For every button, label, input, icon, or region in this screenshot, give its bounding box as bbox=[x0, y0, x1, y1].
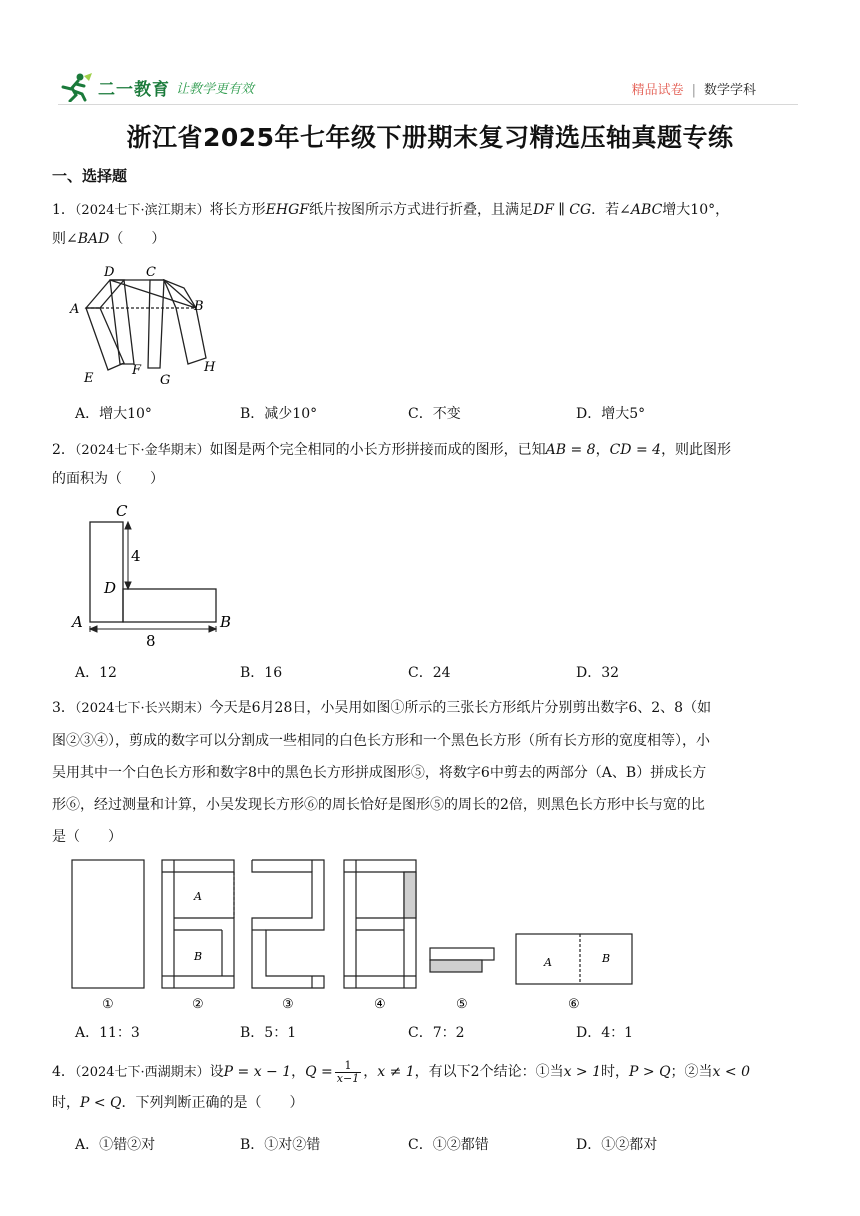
q4-text: 设 bbox=[209, 1064, 224, 1080]
brand-slogan: 让教学更有效 bbox=[176, 81, 255, 97]
q3-label: ② bbox=[192, 997, 204, 1012]
q3-label: ⑤ bbox=[456, 997, 468, 1012]
q1-option-b[interactable]: B．减少10° bbox=[240, 406, 318, 422]
q3-label: ① bbox=[102, 997, 114, 1012]
q4-math: Q = bbox=[305, 1064, 333, 1080]
q3-option-a[interactable]: A．11：3 bbox=[75, 1025, 140, 1041]
subject-label: 数学学科 bbox=[703, 83, 756, 98]
q3-option-c[interactable]: C．7：2 bbox=[408, 1025, 465, 1041]
q1-label: G bbox=[160, 373, 171, 388]
q1-label: D bbox=[104, 265, 115, 280]
q2-label: A bbox=[72, 613, 83, 631]
q4-text: ；②当 bbox=[670, 1064, 713, 1080]
q4-math: x ≠ 1 bbox=[377, 1064, 415, 1080]
q3-label: ③ bbox=[282, 997, 294, 1012]
q4-fraction bbox=[335, 1060, 361, 1085]
q3-text: 今天是6月28日，小吴用如图①所示的三张长方形纸片分别剪出数字6、2、8（如 bbox=[209, 700, 712, 716]
q4-math: P > Q bbox=[629, 1064, 671, 1080]
q2-text: ，则此图形 bbox=[661, 442, 732, 458]
section-heading: 一、选择题 bbox=[52, 167, 128, 185]
q3-label: B bbox=[602, 952, 611, 965]
q3-label: ④ bbox=[374, 997, 386, 1012]
question-2-text bbox=[52, 436, 812, 493]
q3-text: 图②③④），剪成的数字可以分割成一些相同的白色长方形和一个黑色长方形（所有长方形的宽度相等），小 bbox=[52, 733, 710, 749]
q4-text: ， bbox=[363, 1064, 378, 1080]
q1-option-d[interactable]: D．增大5° bbox=[576, 406, 646, 422]
question-4-text bbox=[52, 1057, 812, 1118]
q1-label: H bbox=[204, 360, 216, 375]
q2-option-b[interactable]: B．16 bbox=[240, 665, 283, 681]
q2-text: ， bbox=[595, 442, 610, 458]
q4-math: x < 0 bbox=[712, 1064, 750, 1080]
q4-option-d[interactable]: D．①②都对 bbox=[576, 1137, 658, 1153]
q1-label: A bbox=[70, 302, 80, 317]
q3-text: 形⑥，经过测量和计算，小吴发现长方形⑥的周长恰好是图形⑤的周长的2倍，则黑色长方形中长与宽的比 bbox=[52, 797, 705, 813]
q1-number: 1． bbox=[52, 202, 75, 218]
q2-option-a[interactable]: A．12 bbox=[75, 665, 117, 681]
q1-figure bbox=[66, 258, 226, 390]
runner-logo-icon bbox=[58, 72, 94, 102]
q4-frac-den: x−1 bbox=[336, 1071, 360, 1085]
q1-option-c[interactable]: C．不变 bbox=[408, 406, 461, 422]
q2-number: 2． bbox=[52, 442, 75, 458]
q4-math: P < Q bbox=[80, 1095, 122, 1111]
q3-source: （2024七下·长兴期末） bbox=[74, 701, 210, 716]
q3-option-d[interactable]: D．4：1 bbox=[576, 1025, 634, 1041]
brand-logo bbox=[58, 70, 254, 104]
q1-label: F bbox=[132, 363, 142, 378]
page-title: 浙江省2025年七年级下册期末复习精选压轴真题专练 bbox=[126, 123, 734, 152]
question-1-text bbox=[52, 196, 812, 253]
q1-math: DF ∥ CG bbox=[532, 202, 592, 218]
q1-text: （ ） bbox=[109, 231, 166, 247]
q4-math: P = x − 1 bbox=[223, 1064, 292, 1080]
q1-option-a[interactable]: A．增大10° bbox=[75, 406, 152, 422]
q2-math: AB = 8 bbox=[545, 442, 596, 458]
q4-text: ，有以下2个结论：①当 bbox=[414, 1064, 564, 1080]
header-separator: | bbox=[691, 83, 696, 98]
q1-text: 纸片按图所示方式进行折叠，且满足 bbox=[308, 202, 533, 218]
q1-text: 则∠ bbox=[52, 231, 78, 247]
q4-math: x > 1 bbox=[563, 1064, 602, 1080]
q2-label: D bbox=[104, 579, 117, 597]
q4-text: 时， bbox=[601, 1064, 630, 1080]
q3-label: ⑥ bbox=[568, 997, 580, 1012]
q3-text: 是（ ） bbox=[52, 829, 122, 845]
q3-label: B bbox=[194, 950, 203, 963]
q4-text: 时， bbox=[52, 1095, 80, 1111]
q1-math: ABC bbox=[630, 202, 663, 218]
q2-source: （2024七下·金华期末） bbox=[74, 443, 210, 458]
q4-option-a[interactable]: A．①错②对 bbox=[75, 1137, 156, 1153]
q4-source: （2024七下·西湖期末） bbox=[74, 1065, 210, 1080]
q1-math: BAD bbox=[77, 231, 110, 247]
q3-option-b[interactable]: B．5：1 bbox=[240, 1025, 297, 1041]
q4-options bbox=[75, 1134, 815, 1158]
q1-label: C bbox=[146, 265, 156, 280]
q1-text: ．若∠ bbox=[591, 202, 631, 218]
q3-label: A bbox=[544, 956, 552, 969]
q1-label: E bbox=[84, 371, 94, 386]
q1-math: EHGF bbox=[265, 202, 309, 218]
q2-math: CD = 4 bbox=[609, 442, 662, 458]
q2-options bbox=[75, 662, 815, 686]
q4-option-b[interactable]: B．①对②错 bbox=[240, 1137, 321, 1153]
q3-number: 3． bbox=[52, 700, 75, 716]
q3-options bbox=[75, 1022, 815, 1046]
q4-frac-num: 1 bbox=[335, 1060, 361, 1073]
q1-label: B bbox=[194, 299, 204, 314]
brand-name: 二一教育 bbox=[98, 79, 170, 100]
q1-text: 增大10°， bbox=[662, 202, 730, 218]
q1-options bbox=[75, 403, 815, 427]
q2-label: B bbox=[220, 613, 232, 631]
q2-label: 4 bbox=[131, 547, 141, 565]
q3-text: 吴用其中一个白色长方形和数字8中的黑色长方形拼成图形⑤，将数字6中剪去的两部分（A、B）拼成长方 bbox=[52, 765, 707, 781]
q1-text: 将长方形 bbox=[209, 202, 266, 218]
q2-text: 如图是两个完全相同的小长方形拼接而成的图形，已知 bbox=[209, 442, 546, 458]
header-right bbox=[632, 79, 756, 98]
q2-text: 的面积为（ ） bbox=[52, 471, 164, 487]
paper-tag: 精品试卷 bbox=[631, 83, 684, 98]
q2-option-c[interactable]: C．24 bbox=[408, 665, 451, 681]
q3-label: A bbox=[194, 890, 202, 903]
q1-source: （2024七下·滨江期末） bbox=[74, 203, 210, 218]
q4-option-c[interactable]: C．①②都错 bbox=[408, 1137, 489, 1153]
header-divider bbox=[58, 104, 798, 105]
q4-number: 4． bbox=[52, 1064, 75, 1080]
q3-figure bbox=[66, 854, 646, 1014]
question-3-text bbox=[52, 692, 812, 853]
q2-label: 8 bbox=[146, 632, 156, 650]
q4-text: ．下列判断正确的是（ ） bbox=[121, 1095, 304, 1111]
q2-figure bbox=[68, 500, 240, 652]
q2-option-d[interactable]: D．32 bbox=[576, 665, 620, 681]
q4-text: ， bbox=[291, 1064, 306, 1080]
q2-label: C bbox=[116, 502, 128, 520]
